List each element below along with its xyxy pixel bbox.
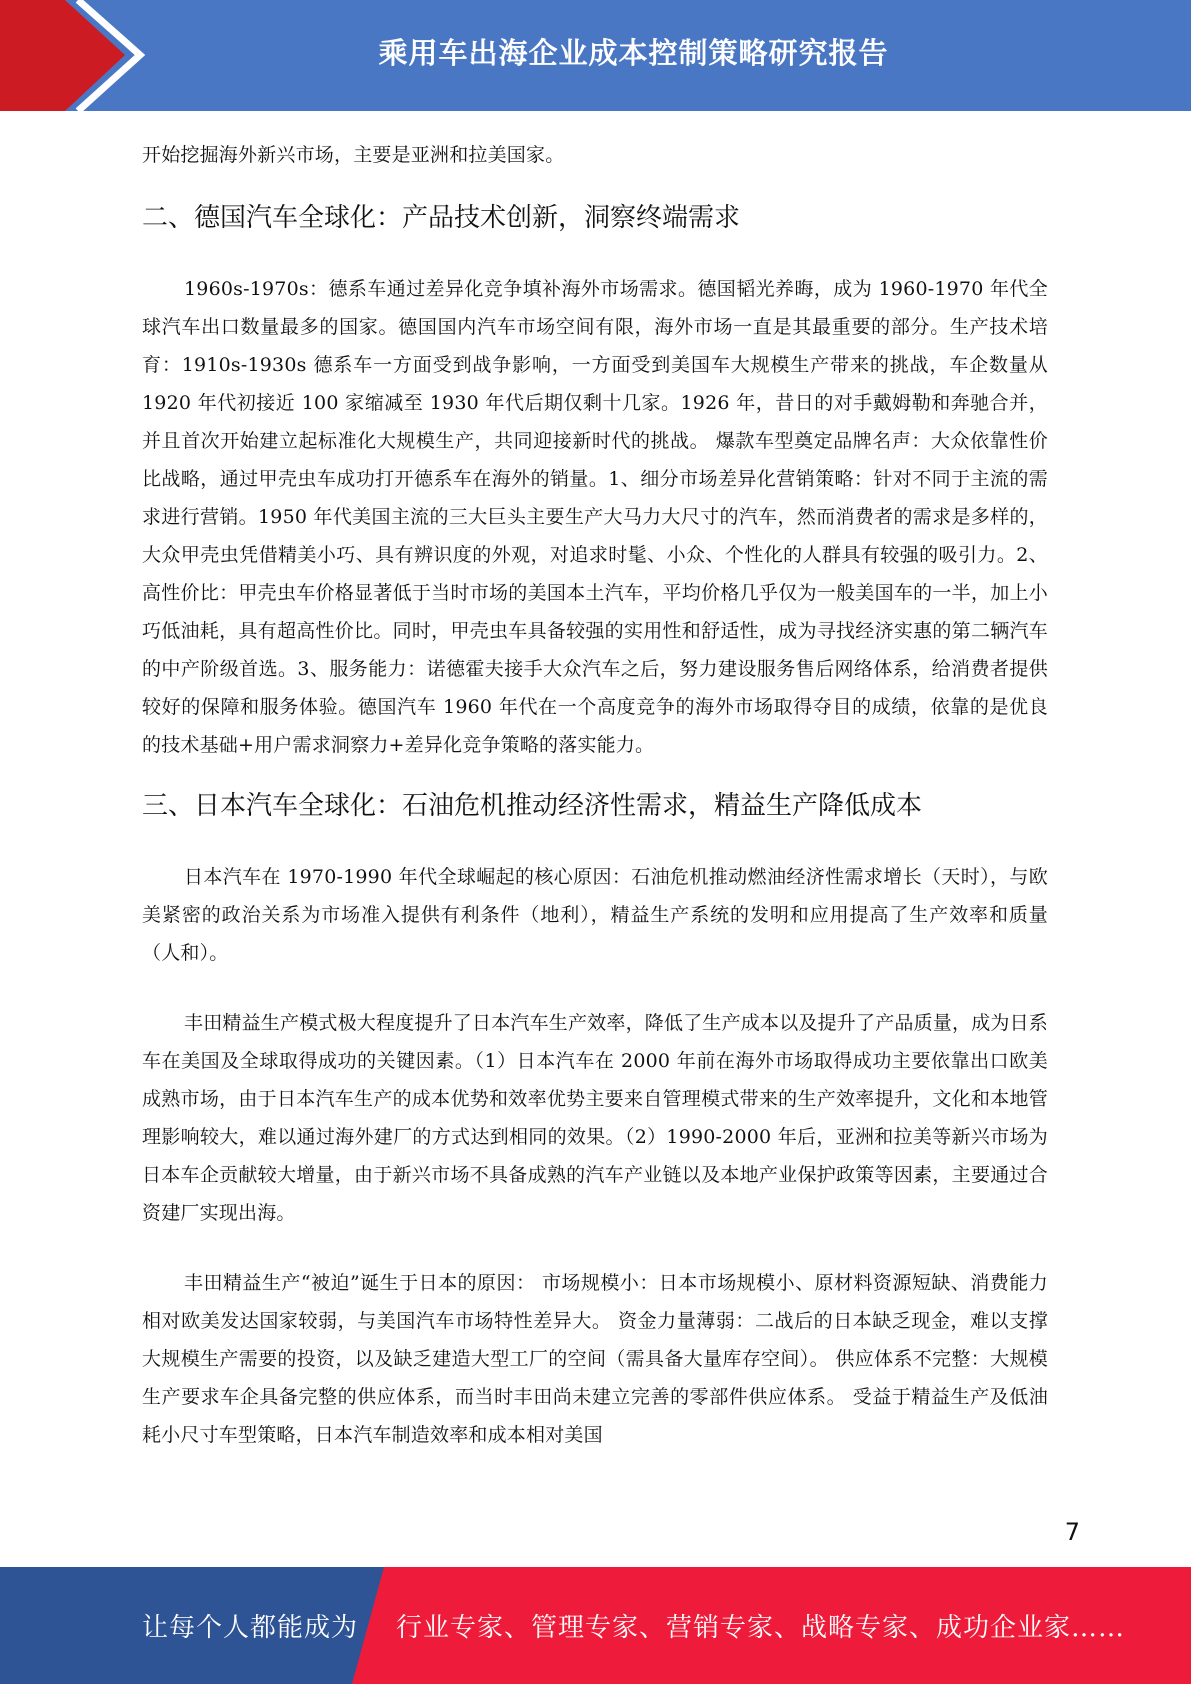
section-heading-japan: 三、日本汽车全球化：石油危机推动经济性需求，精益生产降低成本	[142, 791, 923, 821]
page-number: 7	[1064, 1518, 1080, 1546]
section-heading-germany: 二、德国汽车全球化：产品技术创新，洞察终端需求	[142, 203, 741, 233]
report-title: 乘用车出海企业成本控制策略研究报告	[378, 36, 889, 70]
section-paragraph-germany: 1960s-1970s：德系车通过差异化竞争填补海外市场需求。德国韬光养晦，成为 1960-1970 年代全球汽车出口数量最多的国家。德国国内汽车市场空间有限，海外市场一直是其最重要的部分。生产技术培育：1910s-1930s 德系车一方面受到战争影响，一方面受到美国车大规模生产带来的挑战，车企数量从 1920 年代初接近 100 家缩减至 1930 年代后期仅剩十几家。1926 年，昔日的对手戴姆勒和奔驰合并，并且首次开始建立起标准化大规模生产，共同迎接新时代的挑战。 爆款车型奠定品牌名声：大众依靠性价比战略，通过甲壳虫车成功打开德系车在海外的销量。1、细分市场差异化营销策略：针对不同于主流的需求进行营销。1950 年代美国主流的三大巨头主要生产大马力大尺寸的汽车，然而消费者的需求是多样的，大众甲壳虫凭借精美小巧、具有辨识度的外观，对追求时髦、小众、个性化的人群具有较强的吸引力。2、高性价比：甲壳虫车价格显著低于当时市场的美国本土汽车，平均价格几乎仅为一般美国车的一半，加上小巧低油耗，具有超高性价比。同时，甲壳虫车具备较强的实用性和舒适性，成为寻找经济实惠的第二辆汽车的中产阶级首选。3、服务能力：诺德霍夫接手大众汽车之后，努力建设服务售后网络体系，给消费者提供较好的保障和服务体验。德国汽车 1960 年代在一个高度竞争的海外市场取得夺目的成绩，依靠的是优良的技术基础+用户需求洞察力+差异化竞争策略的落实能力。	[142, 278, 1048, 756]
section-paragraph-japan-3: 丰田精益生产“被迫”诞生于日本的原因： 市场规模小：日本市场规模小、原材料资源短缺、消费能力相对欧美发达国家较弱，与美国汽车市场特性差异大。 资金力量薄弱：二战后的日本缺乏现金，难以支撑大规模生产需要的投资，以及缺乏建造大型工厂的空间（需具备大量库存空间）。 供应体系不完整：大规模生产要求车企具备完整的供应体系，而当时丰田尚未建立完善的零部件供应体系。 受益于精益生产及低油耗小尺寸车型策略，日本汽车制造效率和成本相对美国	[142, 1272, 1048, 1446]
section-paragraph-japan-2: 丰田精益生产模式极大程度提升了日本汽车生产效率，降低了生产成本以及提升了产品质量，成为日系车在美国及全球取得成功的关键因素。（1）日本汽车在 2000 年前在海外市场取得成功主要依靠出口欧美成熟市场，由于日本汽车生产的成本优势和效率优势主要来自管理模式带来的生产效率提升，文化和本地管理影响较大，难以通过海外建厂的方式达到相同的效果。（2）1990-2000 年后，亚洲和拉美等新兴市场为日本车企贡献较大增量，由于新兴市场不具备成熟的汽车产业链以及本地产业保护政策等因素，主要通过合资建厂实现出海。	[142, 1012, 1049, 1224]
section-paragraph-japan-1: 日本汽车在 1970-1990 年代全球崛起的核心原因：石油危机推动燃油经济性需求增长（天时），与欧美紧密的政治关系为市场准入提供有利条件（地利），精益生产系统的发明和应用提高了生产效率和质量（人和）。	[142, 866, 1048, 964]
header-banner	[0, 0, 1191, 111]
document-body	[142, 136, 1048, 1454]
footer-slogan-left: 让每个人都能成为	[142, 1613, 359, 1643]
footer-banner	[0, 1567, 1191, 1684]
intro-paragraph: 开始挖掘海外新兴市场，主要是亚洲和拉美国家。	[142, 144, 565, 166]
footer-slogan-right: 行业专家、管理专家、营销专家、战略专家、成功企业家……	[396, 1613, 1126, 1643]
